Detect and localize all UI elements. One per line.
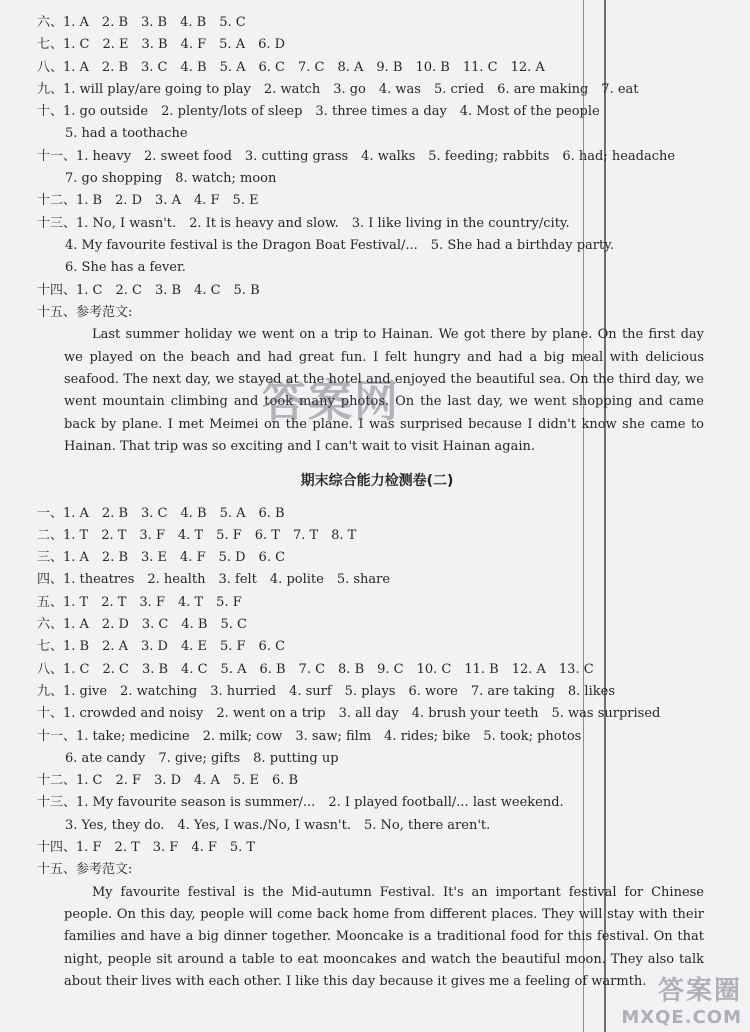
answer-line: 十五、参考范文:: [37, 304, 133, 320]
answer-line: 十一、1. heavy 2. sweet food 3. cutting grass 4. walks 5. feeding; rabbits 6. had; headache: [37, 148, 676, 164]
answer-line: 四、1. theatres 2. health 3. felt 4. polite 5. share: [37, 572, 391, 588]
answer-line: 十四、1. F 2. T 3. F 4. F 5. T: [37, 840, 256, 856]
answer-line: 十一、1. take; medicine 2. milk; cow 3. saw; film 4. rides; bike 5. took; photos: [37, 728, 582, 744]
answer-line: 4. My favourite festival is the Dragon Boat Festival/... 5. She had a birthday party.: [65, 237, 614, 253]
corner-logo-domain: MXQE.COM: [621, 1007, 742, 1028]
corner-logo-text: 答案圈: [657, 976, 742, 1006]
answer-line: 5. had a toothache: [65, 126, 188, 142]
answer-line: 十四、1. C 2. C 3. B 4. C 5. B: [37, 282, 260, 298]
answer-line: 六、1. A 2. D 3. C 4. B 5. C: [37, 617, 247, 633]
answer-line: 6. ate candy 7. give; gifts 8. putting up: [65, 750, 339, 766]
answer-line: 十、1. crowded and noisy 2. went on a trip 3. all day 4. brush your teeth 5. was surprised: [37, 706, 661, 722]
answer-line: 八、1. C 2. C 3. B 4. C 5. A 6. B 7. C 8. B 9. C 10. C 11. B 12. A 13. C: [37, 661, 594, 677]
answer-line: 3. Yes, they do. 4. Yes, I was./No, I wasn't. 5. No, there aren't.: [65, 817, 491, 833]
answer-line: 五、1. T 2. T 3. F 4. T 5. F: [37, 594, 242, 610]
answer-line: 十二、1. C 2. F 3. D 4. A 5. E 6. B: [37, 773, 299, 789]
answer-line: 九、1. give 2. watching 3. hurried 4. surf 5. plays 6. wore 7. are taking 8. likes: [37, 683, 615, 699]
answer-line: 九、1. will play/are going to play 2. watch 3. go 4. was 5. cried 6. are making 7. eat: [37, 81, 639, 97]
answer-line: 十三、1. My favourite season is summer/... 2. I played football/... last weekend.: [37, 795, 564, 811]
answer-line: 十三、1. No, I wasn't. 2. It is heavy and slow. 3. I like living in the country/city.: [37, 215, 570, 231]
corner-watermark-logo: [621, 970, 742, 1028]
answer-line: 三、1. A 2. B 3. E 4. F 5. D 6. C: [37, 550, 286, 566]
answer-line: 7. go shopping 8. watch; moon: [65, 171, 277, 187]
answer-line: 十、1. go outside 2. plenty/lots of sleep 3. three times a day 4. Most of the people: [37, 104, 600, 120]
answer-content: [37, 12, 737, 994]
answer-line: 十五、参考范文:: [37, 862, 133, 878]
watermark-logo: 答案网: [262, 376, 400, 427]
answer-line: 六、1. A 2. B 3. B 4. B 5. C: [37, 15, 246, 30]
answer-line: 七、1. B 2. A 3. D 4. E 5. F 6. C: [37, 639, 286, 655]
answer-line: 十二、1. B 2. D 3. A 4. F 5. E: [37, 193, 259, 209]
answer-line: 二、1. T 2. T 3. F 4. T 5. F 6. T 7. T 8. T: [37, 527, 357, 543]
section-title: 期末综合能力检测卷(二): [300, 472, 454, 489]
answer-line: 七、1. C 2. E 3. B 4. F 5. A 6. D: [37, 37, 286, 53]
answer-line: 一、1. A 2. B 3. C 4. B 5. A 6. B: [37, 505, 285, 521]
answer-line: 八、1. A 2. B 3. C 4. B 5. A 6. C 7. C 8. A 9. B 10. B 11. C 12. A: [37, 59, 545, 75]
answer-line: 6. She has a fever.: [65, 260, 186, 276]
sample-essay-1: Last summer holiday we went on a trip to Hainan. We got there by plane. On the first day we played on the beach and had great fun. I felt hungry and had a big meal with delicious seafood. The next day, we stayed at the hotel and enjoyed the beautiful sea. On the third day, we went mountain climbing and took many photos. On the last day, we went shopping and came back by plane. I met Meimei on the plane. I was surprised because I didn't know she came to Hainan. That trip was so exciting and I can't wait to visit Hainan again.: [64, 327, 704, 455]
sample-essay-2: My favourite festival is the Mid-autumn Festival. It's an important festival for Chinese people. On this day, people will come back home from different places. They will stay with their families and have a big dinner together. Mooncake is a traditional food for this festival. On that night, people sit around a table to eat mooncakes and watch the beautiful moon. They also talk about their lives with each other. I like this day because it gives me a feeling of warmth.: [64, 884, 704, 990]
